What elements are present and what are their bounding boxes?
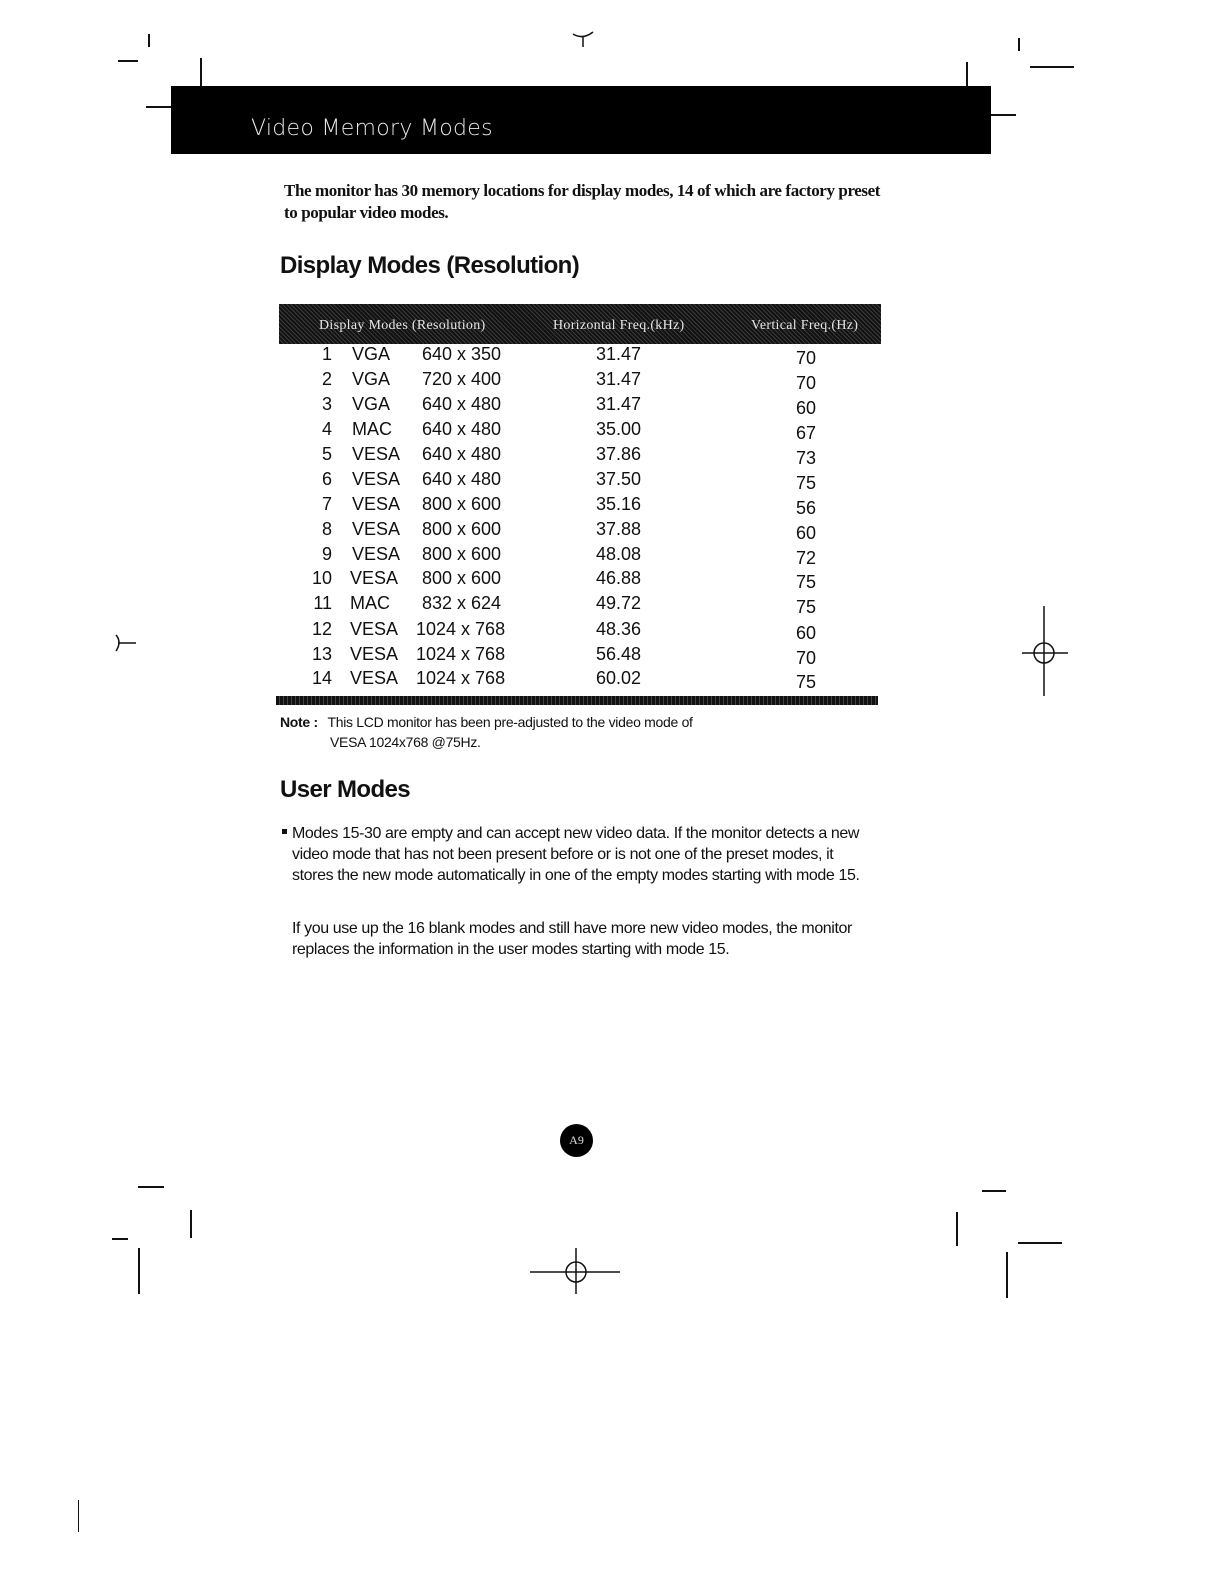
mode-standard: VESA	[352, 494, 401, 514]
mode-resolution: 1024 x 768	[416, 644, 506, 664]
table-row	[0, 591, 1229, 616]
mode-resolution: 720 x 400	[422, 369, 502, 389]
mode-resolution: 640 x 480	[422, 394, 502, 414]
mode-standard: VESA	[350, 568, 399, 588]
crop-mark	[200, 58, 202, 88]
crop-mark	[78, 1500, 79, 1532]
mode-resolution: 800 x 600	[422, 544, 502, 564]
vertical-freq: 60	[796, 523, 817, 543]
vertical-freq: 70	[796, 348, 817, 368]
horizontal-freq: 48.08	[596, 544, 642, 564]
mode-resolution: 1024 x 768	[416, 668, 506, 688]
table-row	[0, 542, 1229, 567]
horizontal-freq: 35.16	[596, 494, 642, 514]
horizontal-freq: 37.88	[596, 519, 642, 539]
crop-mark	[966, 62, 968, 88]
mode-resolution: 800 x 600	[422, 494, 502, 514]
mode-resolution: 800 x 600	[422, 568, 502, 588]
horizontal-freq: 31.47	[596, 369, 642, 389]
horizontal-freq: 31.47	[596, 394, 642, 414]
vertical-freq: 75	[796, 672, 817, 692]
note-line-1: This LCD monitor has been pre-adjusted to the video mode of	[327, 714, 693, 730]
column-header-display-modes: Display Modes (Resolution)	[319, 318, 486, 333]
crop-mark	[990, 114, 1016, 116]
horizontal-freq: 48.36	[596, 619, 642, 639]
mode-resolution: 640 x 480	[422, 469, 502, 489]
mode-number: 4	[321, 419, 332, 439]
horizontal-freq: 37.86	[596, 444, 642, 464]
registration-mark-top	[570, 28, 596, 48]
page-title: Video Memory Modes	[251, 116, 493, 141]
mode-standard: VESA	[350, 619, 399, 639]
bullet-icon	[282, 829, 287, 834]
mode-standard: VESA	[350, 644, 399, 664]
mode-standard: VESA	[352, 519, 401, 539]
mode-number: 5	[321, 444, 332, 464]
column-header-horizontal-freq: Horizontal Freq.(kHz)	[553, 318, 685, 333]
vertical-freq: 73	[796, 448, 817, 468]
vertical-freq: 70	[796, 648, 817, 668]
horizontal-freq: 49.72	[596, 593, 642, 613]
mode-resolution: 640 x 480	[422, 444, 502, 464]
intro-text: The monitor has 30 memory locations for display modes, 14 of which are factory preset to popular video modes.	[284, 181, 881, 222]
crop-mark	[190, 1210, 192, 1238]
mode-standard: MAC	[352, 419, 392, 439]
mode-number: 7	[321, 494, 332, 514]
page-number: A9	[560, 1124, 593, 1157]
table-row	[0, 642, 1229, 667]
mode-standard: VGA	[352, 394, 391, 414]
mode-number: 14	[311, 668, 332, 688]
vertical-freq: 60	[796, 623, 817, 643]
vertical-freq: 70	[796, 373, 817, 393]
horizontal-freq: 37.50	[596, 469, 642, 489]
note-label: Note :	[280, 714, 318, 730]
user-modes-paragraph-1: Modes 15-30 are empty and can accept new video data. If the monitor detects a new video mode that has not been present before or is not one of the preset modes, it stores the new mode automatically in one of the empty modes starting with mode 15.	[292, 825, 860, 884]
mode-number: 12	[311, 619, 332, 639]
mode-number: 2	[321, 369, 332, 389]
table-row	[0, 467, 1229, 492]
table-row	[0, 492, 1229, 517]
table-row	[0, 417, 1229, 442]
table-row	[0, 566, 1229, 591]
horizontal-freq: 46.88	[596, 568, 642, 588]
table-header	[279, 304, 881, 344]
crop-mark	[982, 1190, 1006, 1192]
column-header-vertical-freq: Vertical Freq.(Hz)	[751, 318, 859, 333]
mode-number: 13	[311, 644, 332, 664]
vertical-freq: 56	[796, 498, 817, 518]
mode-standard: VGA	[352, 344, 391, 364]
horizontal-freq: 31.47	[596, 344, 642, 364]
crop-mark	[118, 60, 138, 62]
vertical-freq: 72	[796, 548, 817, 568]
vertical-freq: 75	[796, 473, 817, 493]
crop-mark	[956, 1212, 958, 1246]
vertical-freq: 75	[796, 572, 817, 592]
vertical-freq: 67	[796, 423, 817, 443]
note	[280, 712, 693, 750]
table-row	[0, 392, 1229, 417]
mode-standard: VESA	[352, 444, 401, 464]
horizontal-freq: 56.48	[596, 644, 642, 664]
crop-mark	[1018, 1242, 1062, 1244]
mode-standard: VESA	[350, 668, 399, 688]
registration-mark-bottom	[530, 1248, 622, 1296]
mode-number: 8	[321, 519, 332, 539]
display-modes-heading: Display Modes (Resolution)	[280, 252, 580, 279]
crop-mark	[148, 34, 150, 47]
mode-standard: VGA	[352, 369, 391, 389]
horizontal-freq: 60.02	[596, 668, 642, 688]
header-bar	[171, 86, 991, 154]
table-row	[0, 342, 1229, 367]
mode-resolution: 1024 x 768	[416, 619, 506, 639]
crop-mark	[112, 1238, 128, 1240]
crop-mark	[146, 106, 174, 108]
mode-number: 3	[321, 394, 332, 414]
crop-mark	[138, 1186, 164, 1188]
mode-resolution: 640 x 350	[422, 344, 502, 364]
mode-resolution: 800 x 600	[422, 519, 502, 539]
mode-resolution: 832 x 624	[422, 593, 502, 613]
user-modes-heading: User Modes	[280, 776, 411, 803]
mode-standard: VESA	[352, 469, 401, 489]
table-row	[0, 442, 1229, 467]
table-row	[0, 666, 1229, 691]
crop-mark	[1006, 1252, 1008, 1298]
mode-number: 10	[311, 568, 332, 588]
table-row	[0, 617, 1229, 642]
note-line-2: VESA 1024x768 @75Hz.	[330, 734, 481, 750]
vertical-freq: 60	[796, 398, 817, 418]
mode-resolution: 640 x 480	[422, 419, 502, 439]
mode-number: 11	[313, 593, 332, 613]
table-bottom-rule	[276, 696, 878, 705]
vertical-freq: 75	[796, 597, 817, 617]
crop-mark	[1018, 38, 1020, 51]
horizontal-freq: 35.00	[596, 419, 642, 439]
user-modes-paragraph-2: If you use up the 16 blank modes and still have more new video modes, the monitor replaces the information in the user modes starting with mode 15.	[292, 920, 852, 958]
crop-mark	[138, 1248, 140, 1294]
mode-standard: VESA	[352, 544, 401, 564]
table-row	[0, 517, 1229, 542]
mode-number: 1	[321, 344, 332, 364]
mode-standard: MAC	[350, 593, 390, 613]
table-row	[0, 367, 1229, 392]
mode-number: 6	[321, 469, 332, 489]
crop-mark	[1030, 66, 1074, 68]
mode-number: 9	[321, 544, 332, 564]
